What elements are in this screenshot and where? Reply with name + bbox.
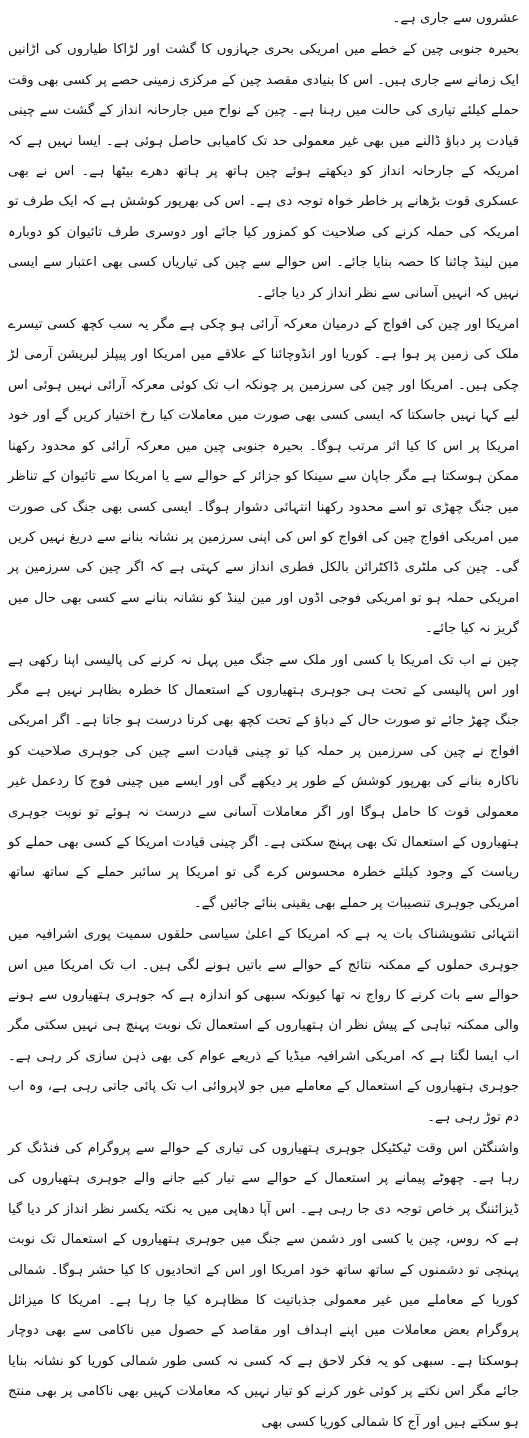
article-paragraph: بحیرہ جنوبی چین کے خطے میں امریکی بحری جہازوں کا گشت اور لڑاکا طیاروں کی اڑانیں ایک زمانے سے جاری ہیں۔ اس کا بنیادی مقصد چین کے مرکزی زمینی حصے پر کسی بھی وقت حملے کیلئے تیاری کی حالت میں رہنا ہے۔ چین کے نواح میں جارحانہ انداز کے گشت سے چینی قیادت پر دباؤ ڈالنے میں بھی غیر معمولی حد تک کامیابی حاصل ہوئی ہے۔ ایسا نہیں ہے کہ امریکہ کے جارحانہ انداز کو دیکھتے ہوئے چین ہاتھ پر ہاتھ دھرے بیٹھا ہے۔ اس نے بھی عسکری قوت بڑھانے پر خاطر خواہ توجہ دی ہے۔ اس کی بھرپور کوشش ہے کہ ایک طرف تو امریکہ کی حملہ کرنے کی صلاحیت کو کمزور کیا جائے اور دوسری طرف تائیوان کو دوبارہ مین لینڈ چائنا کا حصہ بنایا جائے۔ اس حوالے سے چین کی تیاریاں کسی بھی اعتبار سے ایسی نہیں کہ انہیں آسانی سے نظر انداز کر دیا جائے۔: [8, 42, 519, 301]
article-paragraph: امریکا اور چین کی افواج کے درمیان معرکہ آرائی ہو چکی ہے مگر یہ سب کچھ کسی تیسرے ملک کی زمین پر ہوا ہے۔ کوریا اور انڈوچائنا کے علاقے میں امریکا اور پیپلز لبریشن آرمی لڑ چکی ہیں۔ امریکا اور چین کی سرزمین پر چونکہ اب تک کوئی معرکہ آرائی نہیں ہوئی اس لیے کہا نہیں جاسکتا کہ ایسی کسی بھی صورت میں معاملات کیا رخ اختیار کریں گے اور خود امریکا پر اس کا کیا اثر مرتب ہوگا۔ بحیرہ جنوبی چین میں معرکہ آرائی کو محدود رکھنا ممکن ہوسکتا ہے مگر جاپان سے سینکا کو جزائر کے حوالے سے یا امریکا سے تائیوان کے تناظر میں جنگ چھڑی تو اسے محدود رکھنا انتہائی دشوار ہوگا۔ ایسی کسی بھی جنگ کی صورت میں امریکی افواج چین کی افواج کو اس کی اپنی سرزمین پر نشانہ بنانے سے دریغ نہیں کریں گی۔ چین کی ملٹری ڈاکٹرائن بالکل فطری انداز سے کہتی ہے کہ اگر چین کی سرزمین پر امریکی حملہ ہو تو امریکی فوجی اڈوں اور مین لینڈ کو نشانہ بنانے سے کسی بھی حال میں گریز نہ کیا جائے۔: [8, 317, 519, 637]
article-paragraph: انتہائی تشویشناک بات یہ ہے کہ امریکا کے اعلیٰ سیاسی حلقوں سمیت پوری اشرافیہ میں جوہری حملوں کے ممکنہ نتائج کے حوالے سے باتیں ہونے لگی ہیں۔ اب تک امریکا میں اس حوالے سے بات کرنے کا رواج نہ تھا کیونکہ سبھی کو اندازہ ہے کہ جوہری ہتھیاروں سے ہونے والی ممکنہ تباہی کے پیش نظر ان ہتھیاروں کے استعمال تک نوبت پہنچ ہی نہیں سکتی مگر اب ایسا لگتا ہے کہ امریکی اشرافیہ میڈیا کے ذریعے عوام کی بھی ذہن سازی کر رہی ہے۔ جوہری ہتھیاروں کے استعمال کے معاملے میں جو لاپروائی اب تک پائی جاتی رہی ہے، وہ اب دم توڑ رہی ہے۔: [8, 927, 519, 1125]
article-paragraph: چین نے اب تک امریکا یا کسی اور ملک سے جنگ میں پہل نہ کرنے کی پالیسی اپنا رکھی ہے اور اس پالیسی کے تحت ہی جوہری ہتھیاروں کے استعمال کا خطرہ بظاہر نہیں ہے مگر جنگ چھڑ جائے تو صورت حال کے دباؤ کے تحت کچھ بھی کرنا درست ہو جاتا ہے۔ اگر امریکی افواج نے چین کی سرزمین پر حملہ کیا تو چینی قیادت اسے چین کی جوہری صلاحیت کو ناکارہ بنانے کی بھرپور کوشش کے طور پر دیکھے گی اور ایسے میں چینی فوج کا ردعمل غیر معمولی قوت کا حامل ہوگا اور اگر معاملات آسانی سے درست نہ ہوئے تو نوبت جوہری ہتھیاروں کے استعمال تک بھی پہنچ سکتی ہے۔ اگر چینی قیادت امریکا کے کسی بھی حملے کو ریاست کے وجود کیلئے خطرہ محسوس کرے گی تو امریکا پر سائبر حملے کے ساتھ ساتھ امریکی جوہری تنصیبات پر حملے بھی یقینی بنائے جائیں گے۔: [8, 652, 519, 911]
article-paragraph: عشروں سے جاری ہے۔: [392, 11, 519, 26]
article-paragraph: واشنگٹن اس وقت ٹیکٹیکل جوہری ہتھیاروں کی تیاری کے حوالے سے پروگرام کی فنڈنگ کر رہا ہے۔ چھوٹے پیمانے پر استعمال کے حوالے سے تیار کیے جانے والے جوہری ہتھیاروں کی ڈیزائننگ پر خاص توجہ دی جا رہی ہے۔ اس آپا دھاپی میں یہ نکتہ یکسر نظر انداز کر دیا گیا ہے کہ روس، چین یا کسی اور دشمن سے جنگ میں جوہری ہتھیاروں کے استعمال تک نوبت پہنچی تو دشمنوں کے ساتھ ساتھ خود امریکا اور اس کے اتحادیوں کا کیا حشر ہوگا۔ شمالی کوریا کے معاملے میں غیر معمولی جذباتیت کا مظاہرہ کیا جا رہا ہے۔ امریکا کا میزائل پروگرام بعض معاملات میں اپنے اہداف اور مقاصد کے حصول میں ناکامی سے بھی دوچار ہوسکتا ہے۔ سبھی کو یہ فکر لاحق ہے کہ کسی نہ کسی طور شمالی کوریا کو نشانہ بنایا جائے مگر اس نکتے پر کوئی غور کرنے کو تیار نہیں کہ معاملات کہیں بھی ناکامی پر بھی منتج ہو سکتے ہیں اور آج کا شمالی کوریا کسی بھی: [8, 1141, 519, 1430]
